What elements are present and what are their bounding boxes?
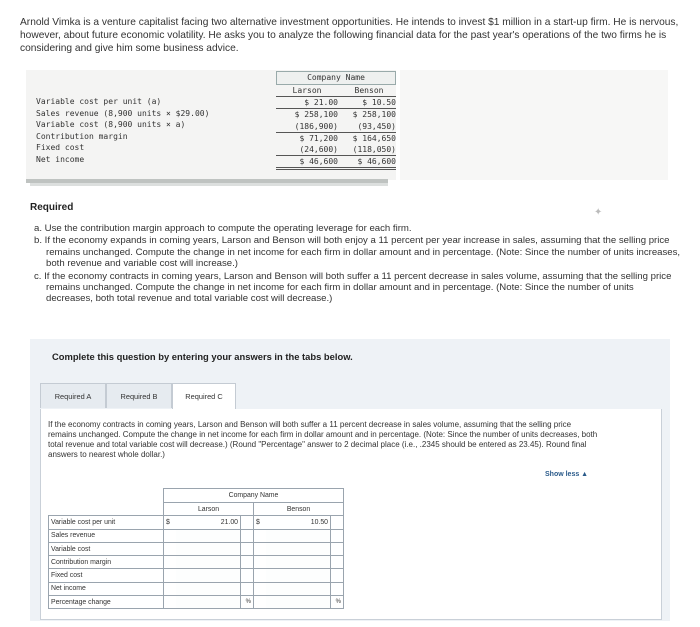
required-list <box>34 223 682 306</box>
value-cell: $ 71,200 <box>299 133 338 143</box>
spacer <box>241 569 254 582</box>
value-cell: $ 258,100 <box>352 110 396 120</box>
label-sales-revenue: Sales revenue (8,900 units × $29.00) <box>36 108 210 118</box>
larson-contribution-margin-input[interactable] <box>176 556 241 569</box>
value-row <box>276 97 396 109</box>
value-cell: $ 258,100 <box>294 110 338 120</box>
spacer <box>331 556 344 569</box>
table-row <box>49 542 344 555</box>
spacer <box>241 529 254 542</box>
data-row-labels <box>36 96 209 165</box>
value-cell: $ 164,650 <box>352 133 396 143</box>
row-label: Fixed cost <box>49 569 164 582</box>
value-row <box>276 144 396 156</box>
row-label: Variable cost <box>49 542 164 555</box>
larson-variable-cost-input[interactable] <box>176 542 241 555</box>
value-cell: $ 21.00 <box>304 98 338 108</box>
value-row <box>276 121 396 133</box>
currency-symbol <box>254 529 267 542</box>
benson-variable-cost-input[interactable] <box>266 542 331 555</box>
col-header-row <box>276 85 396 97</box>
benson-percentage-change-input[interactable] <box>266 596 331 609</box>
required-heading: Required <box>30 202 74 213</box>
value-cell: $ 10.50 <box>362 98 396 108</box>
label-variable-cost-per-unit: Variable cost per unit (a) <box>36 97 162 106</box>
problem-intro: Arnold Vimka is a venture capitalist facing two alternative investment opportunities. He intends to invest $1 million in a start-up firm. He is nervous, however, about future economic volatility. He asks you to analyze the following financial data for the past year's operations of the two firms he is considering and give him some business advice. <box>20 17 679 54</box>
tab-bar <box>40 383 660 410</box>
value-row <box>276 156 396 170</box>
larson-net-income-input[interactable] <box>176 582 241 595</box>
instructions: Complete this question by entering your answers in the tabs below. <box>52 351 353 362</box>
benson-net-income-input[interactable] <box>266 582 331 595</box>
currency-symbol <box>254 582 267 595</box>
table-row <box>49 569 344 582</box>
tab-required-c[interactable]: Required C <box>172 383 236 410</box>
value-cell: (93,450) <box>357 121 396 131</box>
table-row <box>49 516 344 529</box>
larson-fixed-cost-input[interactable] <box>176 569 241 582</box>
currency-symbol <box>164 596 177 609</box>
value-cell: (24,600) <box>299 144 338 154</box>
larson-percentage-change-input[interactable] <box>176 596 241 609</box>
row-label: Sales revenue <box>49 529 164 542</box>
benson-fixed-cost-input[interactable] <box>266 569 331 582</box>
value-row <box>276 133 396 144</box>
sparkle-icon: ✦ <box>594 207 603 218</box>
currency-symbol <box>164 556 177 569</box>
tab-instructions: If the economy contracts in coming years, Larson and Benson will both suffer a 11 percent decrease in sales volume, assuming that the selling price remains unchanged. Compute the change in net income for each firm in dollar amount and in percentage. (Note: Since the number of units decreases, both total revenue and total variable cost will decrease.) (Round "Percentage" answer to 2 decimal place (i.e., .2345 should be entered as 23.45). Round final answers to nearest whole dollar.) <box>48 420 598 459</box>
benson-contribution-margin-input[interactable] <box>266 556 331 569</box>
answer-table <box>48 488 344 609</box>
spacer <box>331 542 344 555</box>
col-benson: Benson <box>354 86 384 95</box>
answer-subheader-row <box>49 503 344 516</box>
row-label: Variable cost per unit <box>49 516 164 529</box>
value-cell: (186,900) <box>294 121 338 131</box>
spacer <box>241 556 254 569</box>
value-cell: $ 46,600 <box>357 157 396 167</box>
answer-col-larson: Larson <box>164 503 254 516</box>
larson-value: 21.00 <box>176 516 241 529</box>
spacer <box>331 569 344 582</box>
spacer <box>331 582 344 595</box>
spacer <box>331 529 344 542</box>
currency-symbol <box>164 542 177 555</box>
row-label: Contribution margin <box>49 556 164 569</box>
spacer <box>331 516 344 529</box>
larson-sales-revenue-input[interactable] <box>176 529 241 542</box>
currency-symbol <box>254 569 267 582</box>
value-cell: $ 46,600 <box>299 157 338 167</box>
table-row <box>49 582 344 595</box>
percent-sign: % <box>331 596 344 609</box>
show-less-link[interactable]: Show less ▲ <box>545 471 589 478</box>
spacer <box>241 516 254 529</box>
currency-symbol <box>254 596 267 609</box>
currency-symbol: $ <box>164 516 177 529</box>
col-larson: Larson <box>292 86 322 95</box>
currency-symbol <box>254 542 267 555</box>
answer-company-name: Company Name <box>164 489 344 503</box>
spacer <box>241 582 254 595</box>
value-row <box>276 109 396 120</box>
value-cell: (118,050) <box>352 144 396 154</box>
table-row <box>49 556 344 569</box>
answer-col-benson: Benson <box>254 503 344 516</box>
required-item-a: a. Use the contribution margin approach to compute the operating leverage for each firm. <box>34 223 412 234</box>
benson-value: 10.50 <box>266 516 331 529</box>
label-net-income: Net income <box>36 154 85 164</box>
company-name-header: Company Name <box>276 71 396 85</box>
currency-symbol <box>164 569 177 582</box>
currency-symbol <box>254 556 267 569</box>
data-panel-background-right <box>400 70 668 180</box>
currency-symbol <box>164 529 177 542</box>
row-label: Net income <box>49 582 164 595</box>
data-values <box>276 85 396 170</box>
answer-header-row <box>49 489 344 503</box>
table-row <box>49 529 344 542</box>
benson-sales-revenue-input[interactable] <box>266 529 331 542</box>
divider <box>30 183 388 186</box>
tab-required-b[interactable]: Required B <box>106 383 172 408</box>
label-contribution-margin: Contribution margin <box>36 131 128 141</box>
required-item-b: b. If the economy expands in coming years, Larson and Benson will both enjoy a 11 percent per year increase in sales, assuming that the selling price remains unchanged. Compute the change in net income for each firm in dollar amount and in percentage. (Note: Since the number of units increases, both revenue and variable cost will increase.) <box>34 235 681 270</box>
label-fixed-cost: Fixed cost <box>36 143 85 152</box>
spacer <box>241 542 254 555</box>
currency-symbol: $ <box>254 516 267 529</box>
row-label: Percentage change <box>49 596 164 609</box>
tab-required-a[interactable]: Required A <box>40 383 106 408</box>
table-row <box>49 596 344 609</box>
currency-symbol <box>164 582 177 595</box>
percent-sign: % <box>241 596 254 609</box>
required-item-c: c. If the economy contracts in coming years, Larson and Benson will both suffer a 11 percent decrease in sales volume, assuming that the selling price remains unchanged. Compute the change in net income for each firm in dollar amount and in percentage. (Note: Since the number of units decreases, both total revenue and total variable cost will decrease.) <box>34 270 672 305</box>
label-variable-cost: Variable cost (8,900 units × a) <box>36 120 186 129</box>
